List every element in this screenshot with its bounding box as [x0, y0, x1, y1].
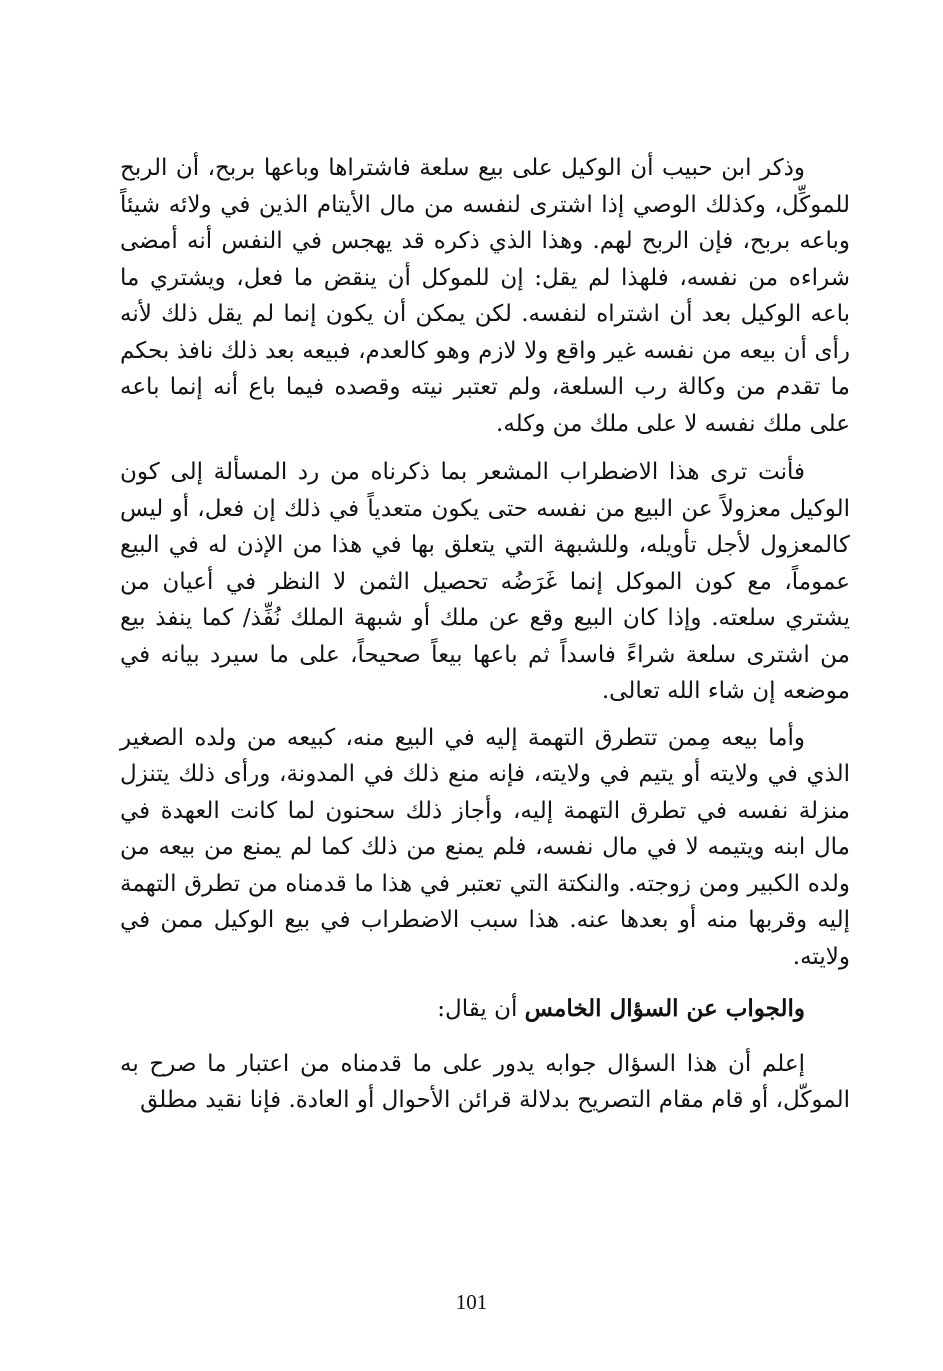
- paragraph-1: وذكر ابن حبيب أن الوكيل على بيع سلعة فاشتراها وباعها بربح، أن الربح للموكِّل، وكذلك الوصي إذا اشترى لنفسه من مال الأيتام الذين في ولائه شيئاً وباعه بربح، فإن الربح لهم. وهذا الذي ذكره قد يهجس في النفس أنه أمضى شراءه من نفسه، فلهذا لم يقل: إن للموكل أن ينقض ما فعل، ويشتري ما باعه الوكيل بعد أن اشتراه لنفسه. لكن يمكن أن يكون إنما لم يقل ذلك لأنه رأى أن بيعه من نفسه غير واقع ولا لازم وهو كالعدم، فبيعه بعد ذلك نافذ بحكم ما تقدم من وكالة رب السلعة، ولم تعتبر نيته وقصده فيما باع أنه إنما باعه على ملك نفسه لا على ملك من وكله.: [120, 155, 850, 437]
- paragraph-2: فأنت ترى هذا الاضطراب المشعر بما ذكرناه من رد المسألة إلى كون الوكيل معزولاً عن البيع من نفسه حتى يكون متعدياً في ذلك إن فعل، أو ليس كالمعزول لأجل تأويله، وللشبهة التي يتعلق بها في هذا من الإذن له في البيع عموماً، مع كون الموكل إنما غَرَضُه تحصيل الثمن لا النظر في أعيان من يشتري سلعته. وإذا كان البيع وقع عن ملك أو شبهة الملك نُفِّذ/ كما ينفذ بيع من اشترى سلعة شراءً فاسداً ثم باعها بيعاً صحيحاً، على ما سيرد بيانه في موضعه إن شاء الله تعالى.: [120, 459, 850, 704]
- section-heading-bold: والجواب عن السؤال الخامس: [524, 995, 805, 1022]
- section-heading-rest: أن يقال:: [437, 996, 525, 1022]
- paragraph-4: إعلم أن هذا السؤال جوابه يدور على ما قدمناه من اعتبار ما صرح به الموكّل، أو قام مقام التصريح بدلالة قرائن الأحوال أو العادة. فإنا نقيد مطلق: [120, 1050, 850, 1113]
- section-heading: [120, 991, 850, 1028]
- page-number: 101: [455, 1290, 488, 1314]
- paragraph-3: وأما بيعه مِمن تتطرق التهمة إليه في البيع منه، كبيعه من ولده الصغير الذي في ولايته أو يتيم في ولايته، فإنه منع ذلك في المدونة، ورأى ذلك يتنزل منزلة نفسه في تطرق التهمة إليه، وأجاز ذلك سحنون لما كانت العهدة في مال ابنه ويتيمه لا في مال نفسه، فلم يمنع من ذلك كما لم يمنع من بيعه من ولده الكبير ومن زوجته. والنكتة التي تعتبر في هذا ما قدمناه من تطرق التهمة إليه وقربها منه أو بعدها عنه. هذا سبب الاضطراب في بيع الوكيل ممن في ولايته.: [120, 724, 850, 970]
- page-body: [120, 150, 850, 1139]
